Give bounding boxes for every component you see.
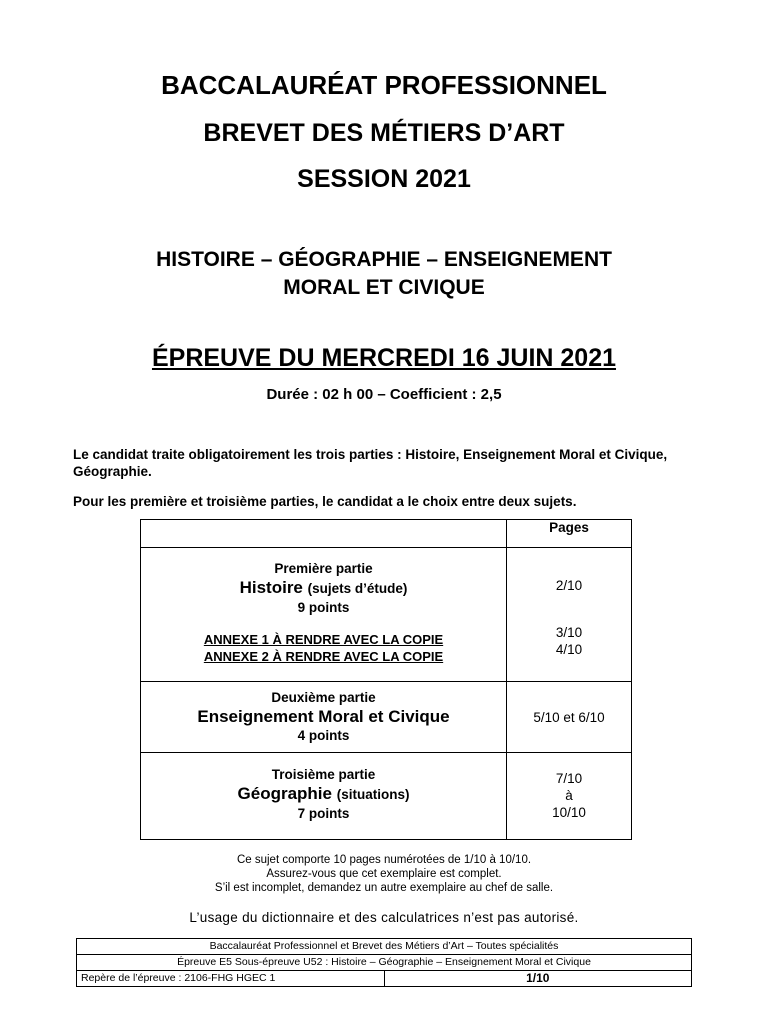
part2-pages: 5/10 et 6/10 xyxy=(533,709,605,725)
table-row-part2 xyxy=(141,682,632,753)
table-header-empty xyxy=(141,520,507,548)
parts-table xyxy=(140,519,632,840)
exam-duration: Durée : 02 h 00 – Coefficient : 2,5 xyxy=(266,386,502,403)
part3-subtitle: (situations) xyxy=(336,787,410,802)
part3-title-line xyxy=(141,784,506,805)
title-session: SESSION 2021 xyxy=(297,165,471,193)
subject-line-2: MORAL ET CIVIQUE xyxy=(283,276,485,299)
table-row-part3 xyxy=(141,753,632,840)
part3-points: 7 points xyxy=(297,806,350,821)
part1-points: 9 points xyxy=(297,600,350,615)
part3-title: Géographie xyxy=(237,784,332,803)
table-row-part1 xyxy=(141,548,632,682)
footer-subexam: Épreuve E5 Sous-épreuve U52 : Histoire – Géographie – Enseignement Moral et Civique xyxy=(77,955,692,971)
part2-points: 4 points xyxy=(297,728,350,743)
annex-2-page: 4/10 xyxy=(555,642,583,657)
title-bac-pro: BACCALAURÉAT PROFESSIONNEL xyxy=(161,70,607,100)
part2-title: Enseignement Moral et Civique xyxy=(197,707,450,726)
part1-pages: 2/10 xyxy=(555,578,583,593)
annex-2-notice: ANNEXE 2 À RENDRE AVEC LA COPIE xyxy=(203,649,444,664)
intro-paragraph-1: Le candidat traite obligatoirement les trois parties : Histoire, Enseignement Moral et Civique, Géographie. xyxy=(73,447,668,479)
note-incomplete: S’il est incomplet, demandez un autre exemplaire au chef de salle. xyxy=(214,882,554,894)
subject-line-1: HISTOIRE – GÉOGRAPHIE – ENSEIGNEMENT xyxy=(156,248,612,271)
part2-label: Deuxième partie xyxy=(271,690,376,705)
part1-title-line xyxy=(141,578,506,599)
part1-title: Histoire xyxy=(239,578,303,597)
part3-pages-from: 7/10 xyxy=(555,771,583,786)
part3-pages-to-word: à xyxy=(565,788,573,803)
note-check-complete: Assurez-vous que cet exemplaire est complet. xyxy=(266,868,502,880)
annex-1-page: 3/10 xyxy=(555,625,583,640)
title-bma: BREVET DES MÉTIERS D’ART xyxy=(203,119,565,147)
note-page-count: Ce sujet comporte 10 pages numérotées de 1/10 à 10/10. xyxy=(236,854,532,866)
part3-pages-to: 10/10 xyxy=(552,805,586,820)
footer-page-number: 1/10 xyxy=(384,971,692,987)
footer-table xyxy=(76,938,692,987)
exam-date: ÉPREUVE DU MERCREDI 16 JUIN 2021 xyxy=(151,344,617,372)
intro-paragraph-2: Pour les première et troisième parties, le candidat a le choix entre deux sujets. xyxy=(73,494,577,509)
footer-repere: Repère de l’épreuve : 2106-FHG HGEC 1 xyxy=(77,971,385,987)
annex-1-notice: ANNEXE 1 À RENDRE AVEC LA COPIE xyxy=(203,632,444,647)
part3-label: Troisième partie xyxy=(271,767,376,782)
footer-exam-title: Baccalauréat Professionnel et Brevet des Métiers d’Art – Toutes spécialités xyxy=(77,939,692,955)
part1-subtitle: (sujets d’étude) xyxy=(307,581,408,596)
part1-label: Première partie xyxy=(274,561,373,576)
usage-notice: L’usage du dictionnaire et des calculatrices n’est pas autorisé. xyxy=(189,910,579,925)
table-header-pages: Pages xyxy=(507,520,632,548)
